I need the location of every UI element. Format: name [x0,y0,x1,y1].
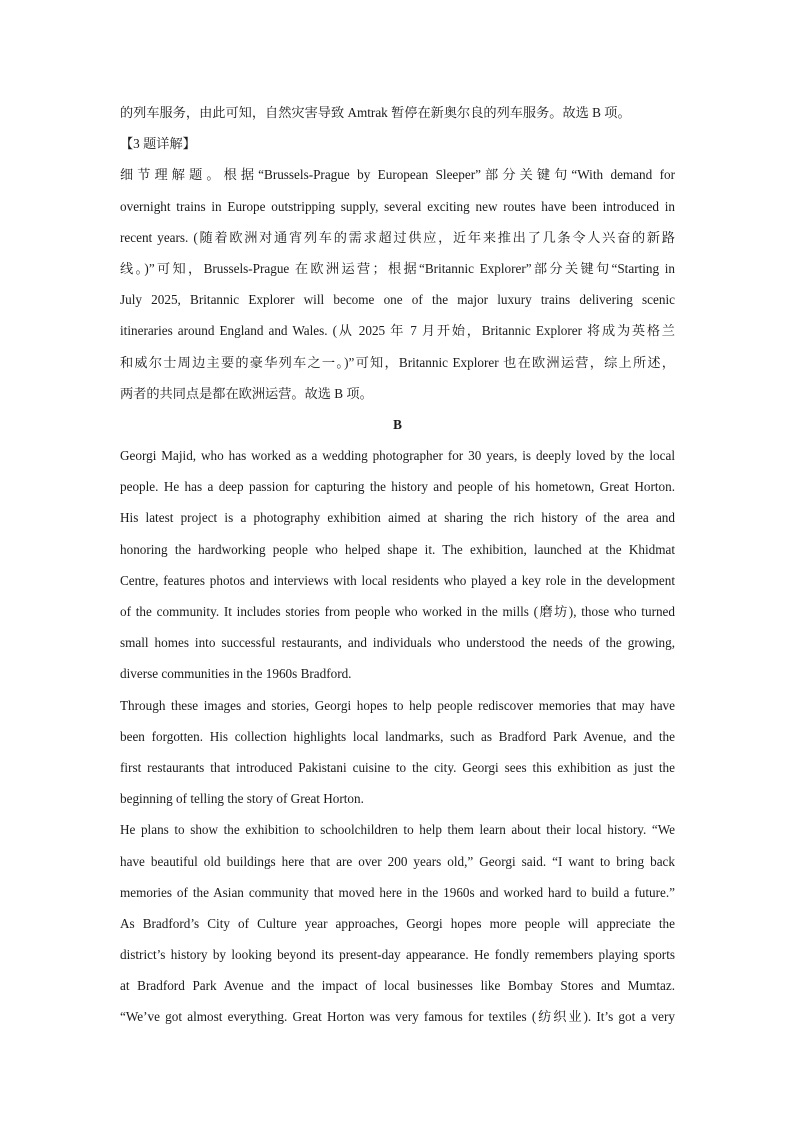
text-line: beginning of telling the story of Great Horton. [120,791,364,807]
text-line: Centre, features photos and interviews with local residents who played a key role in the development [120,572,675,588]
text-line: itineraries around England and Wales. (从 2025 年 7 月开始，Britannic Explorer 将成为英格兰 [120,323,675,339]
text-line: been forgotten. His collection highlights local landmarks, such as Bradford Park Avenue, and the [120,728,675,744]
text-line: recent years. (随着欧洲对通宵列车的需求超过供应，近年来推出了几条令人兴奋的新路 [120,229,675,245]
text-line: district’s history by looking beyond its present-day appearance. He fondly remembers playing sports [120,947,675,963]
text-line: Georgi Majid, who has worked as a wedding photographer for 30 years, is deeply loved by the local [120,448,675,464]
text-line: memories of the Asian community that moved here in the 1960s and worked hard to build a future.” [120,884,675,900]
question-3-heading: 【3 题详解】 [120,136,196,152]
text-line: small homes into successful restaurants, and individuals who understood the needs of the growing, [120,635,675,651]
section-heading: B [393,416,402,432]
text-line: honoring the hardworking people who helped shape it. The exhibition, launched at the Khidmat [120,541,675,557]
reading-passage [120,440,675,1033]
text-line: His latest project is a photography exhibition aimed at sharing the rich history of the area and [120,510,675,526]
text-line: July 2025, Britannic Explorer will become one of the major luxury trains delivering scenic [120,292,675,308]
text-line: diverse communities in the 1960s Bradford. [120,666,352,682]
text-line: people. He has a deep passion for capturing the history and people of his hometown, Great Horton. [120,479,675,495]
text-line: have beautiful old buildings here that are over 200 years old,” Georgi said. “I want to bring back [120,853,675,869]
answer-explanation [120,97,675,409]
document-page [120,97,675,1033]
text-line: 和威尔士周边主要的豪华列车之一。)”可知，Britannic Explorer 也在欧洲运营，综上所述， [120,354,675,370]
text-line: overnight trains in Europe outstripping supply, several exciting new routes have been introduced in [120,198,675,214]
text-line: 线。)”可知，Brussels-Prague 在欧洲运营；根据“Britannic Explorer”部分关键句“Starting in [120,260,675,276]
text-line: 的列车服务，由此可知，自然灾害导致 Amtrak 暂停在新奥尔良的列车服务。故选 B 项。 [120,105,631,120]
text-line: of the community. It includes stories from people who worked in the mills (磨坊), those who turned [120,604,675,619]
text-line: 细节理解题。根据“Brussels-Prague by European Sleeper”部分关键句“With demand for [120,167,675,183]
text-line: Through these images and stories, Georgi hopes to help people rediscover memories that may have [120,697,675,713]
text-line: at Bradford Park Avenue and the impact of local businesses like Bombay Stores and Mumtaz. [120,978,675,994]
text-line: 两者的共同点是都在欧洲运营。故选 B 项。 [120,385,373,401]
text-line: “We’ve got almost everything. Great Horton was very famous for textiles (纺织业). It’s got a very [120,1009,675,1025]
text-line: first restaurants that introduced Pakistani cuisine to the city. Georgi sees this exhibition as just the [120,759,675,775]
text-line: He plans to show the exhibition to schoolchildren to help them learn about their local history. “We [120,822,675,838]
text-line: As Bradford’s City of Culture year approaches, Georgi hopes more people will appreciate the [120,915,675,931]
